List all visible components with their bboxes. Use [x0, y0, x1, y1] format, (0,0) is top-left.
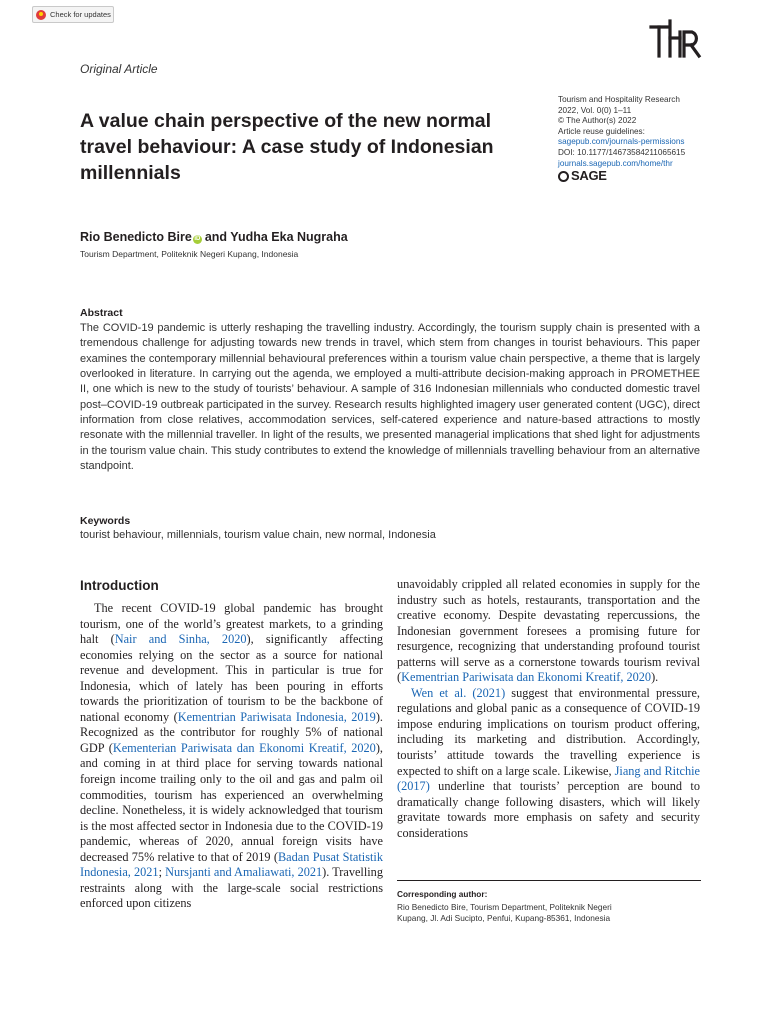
orcid-icon[interactable]: iD	[194, 236, 201, 242]
citation-link[interactable]: Kementrian Pariwisata dan Ekonomi Kreatif, 2020	[401, 670, 652, 685]
corresponding-author-label: Corresponding author:	[397, 889, 488, 899]
author-first: Rio Benedicto Bire	[80, 230, 192, 244]
corresponding-line-2: Kupang, Jl. Adi Sucipto, Penfui, Kupang-85361, Indonesia	[397, 912, 611, 923]
intro-paragraph-1-cont: unavoidably crippled all related economies in supply for the industry such as hotels, restaurants, transportation and the creative economy. Despite devastating repercussions, the Indonesian government foresees a promising future for resurgence, recognizing that understanding profound tourist patterns will serve as a cornerstone towards tourism revival (Kementrian Pariwisata dan Ekonomi Kreatif, 2020).	[397, 577, 700, 685]
abstract-body: The COVID-19 pandemic is utterly reshaping the travelling industry. Accordingly, the tourism supply chain is presented with a tremendous challenge for adjusting towards new trends in travel, which stem from changes in tourist behaviours. This paper examines the contemporary millennial behavioural preferences within a tourism value chain perspective, a theme that is largely overlooked in literature. In carrying out the agenda, we employed a multi-attribute decision-making approach in PROMETHEE II, one which is new to the study of tourists’ behaviour. A sample of 316 Indonesian millennials who conducted domestic travel post–COVID-19 outbreak participated in the survey. Research results highlighted imagery user generated content (UGC), direct information from close relatives, accommodation services, self-catered experience and nature-based attractions to mostly resonate with the millennial traveller. In light of the results, we presented managerial implications that shed light for adjustments in the tourism value chain. This study contributes to extend the knowledge of millennials travelling behaviour from an alternative standpoint.	[80, 322, 700, 473]
crossmark-icon	[36, 10, 46, 20]
sage-icon	[558, 171, 569, 182]
check-for-updates-label: Check for updates	[50, 10, 111, 19]
doi: DOI: 10.1177/14673584211065615	[558, 147, 686, 157]
citation-link[interactable]: Kementerian Pariwisata dan Ekonomi Kreatif, 2020	[112, 740, 376, 755]
affiliation: Tourism Department, Politeknik Negeri Kupang, Indonesia	[80, 249, 299, 259]
journal-info	[558, 95, 748, 182]
article-title: A value chain perspective of the new normal travel behaviour: A case study of Indonesian millennials	[80, 110, 494, 184]
article-type: Original Article	[80, 62, 158, 76]
intro-paragraph-1: The recent COVID-19 global pandemic has brought tourism, one of the world’s greatest markets, to a grinding halt (Nair and Sinha, 2020), significantly affecting economies relying on the sector as a source for national revenue and development. This in particular is true for Indonesia, which of lately has been pouring in efforts towards the prioritization of tourism to be the backbone of national economy (Kementrian Pariwisata Indonesia, 2019). Recognized as the contributor for roughly 5% of national GDP (Kementerian Pariwisata dan Ekonomi Kreatif, 2020), and coming in at third place for serving towards national foreign income trailing only to the oil and gas and palm oil commodities, tourism has experienced an overwhelming decline. Nonetheless, it is widely acknowledged that tourism is the most affected sector in Indonesia due to the COVID-19 pandemic, whereas of 2020, annual foreign visits have decreased 75% relative to that of 2019 (Badan Pusat Statistik Indonesia, 2021; Nursjanti and Amaliawati, 2021). Travelling restraints along with the large-scale social restrictions enforced upon citizens	[80, 601, 383, 911]
keywords-body: tourist behaviour, millennials, tourism value chain, new normal, Indonesia	[80, 529, 436, 541]
sage-logo	[558, 168, 748, 184]
journal-link[interactable]: journals.sagepub.com/home/thr	[558, 158, 673, 168]
intro-paragraph-2: Wen et al. (2021) suggest that environmental pressure, regulations and global panic as a consequence of COVID-19 impose enduring implications on tourism product offering, including its marketing and distribution. Accordingly, tourists’ attitude towards the travelling experience is expected to shift on a large scale. Likewise, Jiang and Ritchie (2017) underline that tourists’ perception are bound to dramatically change following disasters, which will likely gravitate towards more emphasis on safety and security considerations	[397, 685, 701, 840]
thr-journal-logo	[648, 18, 702, 60]
authors	[80, 230, 348, 244]
citation-link[interactable]: Jiang and Ritchie (2017)	[397, 763, 701, 794]
citation-link[interactable]: Nair and Sinha, 2020	[114, 632, 247, 647]
corresponding-line-1: Rio Benedicto Bire, Tourism Department, Politeknik Negeri	[397, 902, 612, 912]
citation-link[interactable]: Wen et al. (2021)	[411, 685, 506, 700]
keywords-heading: Keywords	[80, 515, 131, 527]
citation-link[interactable]: Nursjanti and Amaliawati, 2021	[165, 865, 323, 880]
abstract-heading: Abstract	[80, 307, 123, 319]
citation-link[interactable]: Kementrian Pariwisata Indonesia, 2019	[177, 709, 376, 724]
check-for-updates-button[interactable]	[32, 6, 114, 23]
journal-name: Tourism and Hospitality Research	[558, 95, 680, 104]
reuse-link[interactable]: sagepub.com/journals-permissions	[558, 137, 685, 147]
citation-link[interactable]: Badan Pusat Statistik Indonesia, 2021	[80, 849, 383, 880]
footnote-divider	[397, 880, 701, 881]
publisher-name: SAGE	[571, 168, 607, 184]
corresponding-author-details	[397, 902, 702, 923]
author-second: and Yudha Eka Nugraha	[204, 230, 348, 244]
journal-volume: 2022, Vol. 0(0) 1–11	[558, 105, 632, 115]
journal-copyright: © The Author(s) 2022	[558, 116, 637, 126]
introduction-heading: Introduction	[80, 578, 159, 593]
body-column-left	[80, 601, 383, 912]
body-column-right	[397, 577, 700, 841]
reuse-label: Article reuse guidelines:	[558, 126, 645, 136]
